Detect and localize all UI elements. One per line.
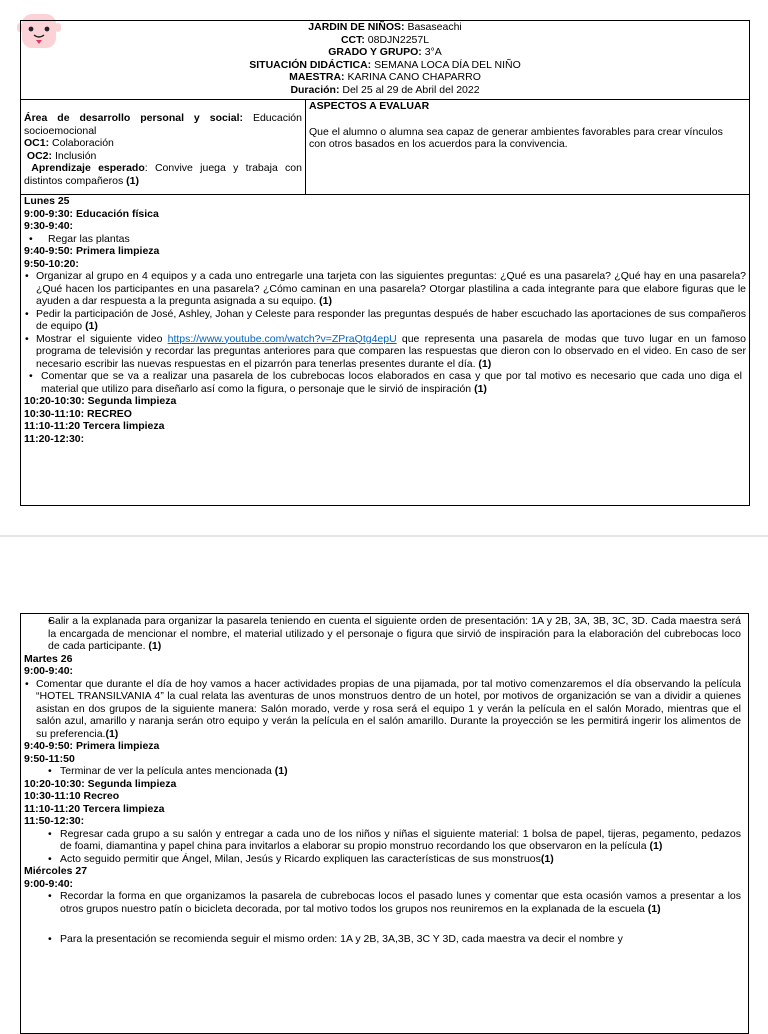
time-slot: 11:50-12:30: bbox=[24, 815, 85, 827]
list-item: • Comentar que se va a realizar una pasarela de los cubrebocas locos elaborados en casa y que por tal motivo es necesario que cada uno diga el material que utilizo para diseñarlo así como la figura, o personaje que le sirvió de inspiración (1) bbox=[24, 370, 746, 395]
list-item: • Recordar la forma en que organizamos la pasarela de cubrebocas locos el pasado lunes y comentar que esta ocasión vamos a presentar a los otros grupos nuestro patín o bicicleta decorada, por tal motivo todos los grupos nos reuniremos en la explanada de la escuela (1) bbox=[24, 890, 745, 915]
cct-line: CCT: 08DJN2257L bbox=[340, 33, 430, 46]
time-slot: 11:10-11:20 Tercera limpieza bbox=[24, 802, 165, 815]
list-item: • Terminar de ver la película antes mencionada (1) bbox=[24, 765, 745, 778]
aspects-title: ASPECTOS A EVALUAR bbox=[309, 100, 430, 112]
list-item: • Regar las plantas bbox=[24, 233, 746, 246]
continued-cell bbox=[21, 614, 749, 1034]
page-2 bbox=[0, 537, 768, 1024]
time-slot: 9:50-10:20: bbox=[24, 257, 79, 270]
list-item: • Mostrar el siguiente video https://www.youtube.com/watch?v=ZPraQtg4epU que representa una pasarela de modas que tuvo lugar en un famoso programa de televisión y recordar las preguntas anteriores para que comparen las respuestas que dieron con lo observado en el video. En caso de ser necesario escribir las nuevas respuestas en el pizarrón para tenerlas presentes durante el día. (1) bbox=[24, 333, 746, 371]
monday-cell bbox=[21, 195, 750, 506]
time-slot: 10:20-10:30: Segunda limpieza bbox=[24, 777, 177, 790]
day-heading: Miércoles 27 bbox=[24, 865, 88, 877]
time-slot: 11:20-12:30: bbox=[24, 432, 85, 445]
time-slot: 10:30-11:10 Recreo bbox=[24, 790, 120, 802]
list-item: • Para la presentación se recomienda seguir el mismo orden: 1A y 2B, 3A,3B, 3C Y 3D, cada maestra va decir el nombre y bbox=[24, 933, 745, 946]
planning-table bbox=[20, 20, 750, 506]
time-slot: 9:50-11:50 bbox=[24, 752, 75, 765]
school-line: JARDIN DE NIÑOS: Basaseachi bbox=[308, 21, 462, 33]
day-heading: Martes 26 bbox=[24, 652, 73, 665]
grade-line: GRADO Y GRUPO: 3°A bbox=[328, 46, 442, 58]
list-item: • Salir a la explanada para organizar la pasarela teniendo en cuenta el siguiente orden de presentación: 1A y 2B, 3A, 3B, 3C, 3D. Cada maestra será la encargada de mencionar el nombre, el material utilizado y el personaje o figura que sirvió de inspiración para la elaboración del cubrebocas loco de cada participante. (1) bbox=[24, 615, 745, 653]
planning-table-continued bbox=[20, 613, 749, 1034]
time-slot: 9:40-9:50: Primera limpieza bbox=[24, 740, 160, 752]
list-item: • Pedir la participación de José, Ashley, Johan y Celeste para responder las preguntas después de haber escuchado las aportaciones de sus compañeros de equipo (1) bbox=[24, 308, 746, 333]
time-slot: 9:00-9:30: Educación física bbox=[24, 207, 159, 220]
time-slot: 9:00-9:40: bbox=[24, 665, 74, 677]
list-item: • Comentar que durante el día de hoy vamos a hacer actividades propias de una pijamada, por tal motivo comenzaremos el día observando la película “HOTEL TRANSILVANIA 4” la cual relata las aventuras de unos monstruos dentro de un hotel, por motivos de organización se van a dividir a quienes asistan en dos grupos de la siguiente manera: Salón morado, verde y rosa será el equipo 1 y verán la película en el salón Morado, mientras que el salón azul, amarillo y naranja serán otro equipo y verán la película en el salón amarillo. Durante la proyección se les permitirá ingerir los alimentos de su preferencia.(1) bbox=[24, 678, 745, 741]
duration-line: Duración: Del 25 al 29 de Abril del 2022 bbox=[290, 83, 480, 96]
header-cell bbox=[21, 21, 750, 100]
time-slot: 9:30-9:40: bbox=[24, 220, 74, 232]
list-item: • Organizar al grupo en 4 equipos y a cada uno entregarle una tarjeta con las siguientes preguntas: ¿Qué es una pasarela? ¿Qué hay en una pasarela? ¿Qué hacen los participantes en una pasarela? ¿Cómo caminan en una pasarela? Otorgar plastilina a cada integrante para que elabore figuras que le ayuden a dar respuesta a la pregunta asignada a su equipo. (1) bbox=[24, 270, 746, 308]
time-slot: 10:30-11:10: RECREO bbox=[24, 407, 132, 420]
teacher-line: MAESTRA: KARINA CANO CHAPARRO bbox=[289, 71, 481, 83]
time-slot: 9:40-9:50: Primera limpieza bbox=[24, 245, 160, 257]
time-slot: 10:20-10:30: Segunda limpieza bbox=[24, 395, 177, 407]
time-slot: 11:10-11:20 Tercera limpieza bbox=[24, 420, 165, 432]
area-cell: Área de desarrollo personal y social: Educación socioemocional OC1: Colaboración OC2: Inclusión Aprendizaje esperado: Convive juega y trabaja con distintos compañeros (1) bbox=[21, 100, 306, 195]
time-slot: 9:00-9:40: bbox=[24, 877, 74, 890]
list-item: • Regresar cada grupo a su salón y entregar a cada uno de los niños y niñas el siguiente material: 1 bolsa de papel, tijeras, pegamento, pedazos de foami, diamantina y papel china para invitarlos a elaborar su propio monstruo recordando los que observaron en la película (1) bbox=[24, 828, 745, 853]
aspects-cell bbox=[306, 100, 750, 195]
day-heading: Lunes 25 bbox=[24, 195, 70, 207]
aspects-text: Que el alumno o alumna sea capaz de generar ambientes favorables para crear vínculos con otros basados en los acuerdos para la convivencia. bbox=[309, 125, 723, 150]
situation-line: SITUACIÓN DIDÁCTICA: SEMANA LOCA DÍA DEL NIÑO bbox=[249, 58, 521, 71]
video-link[interactable]: https://www.youtube.com/watch?v=ZPraQtg4epU bbox=[167, 332, 397, 345]
list-item: • Acto seguido permitir que Ángel, Milan, Jesús y Ricardo expliquen las características de sus monstruos(1) bbox=[24, 853, 745, 866]
